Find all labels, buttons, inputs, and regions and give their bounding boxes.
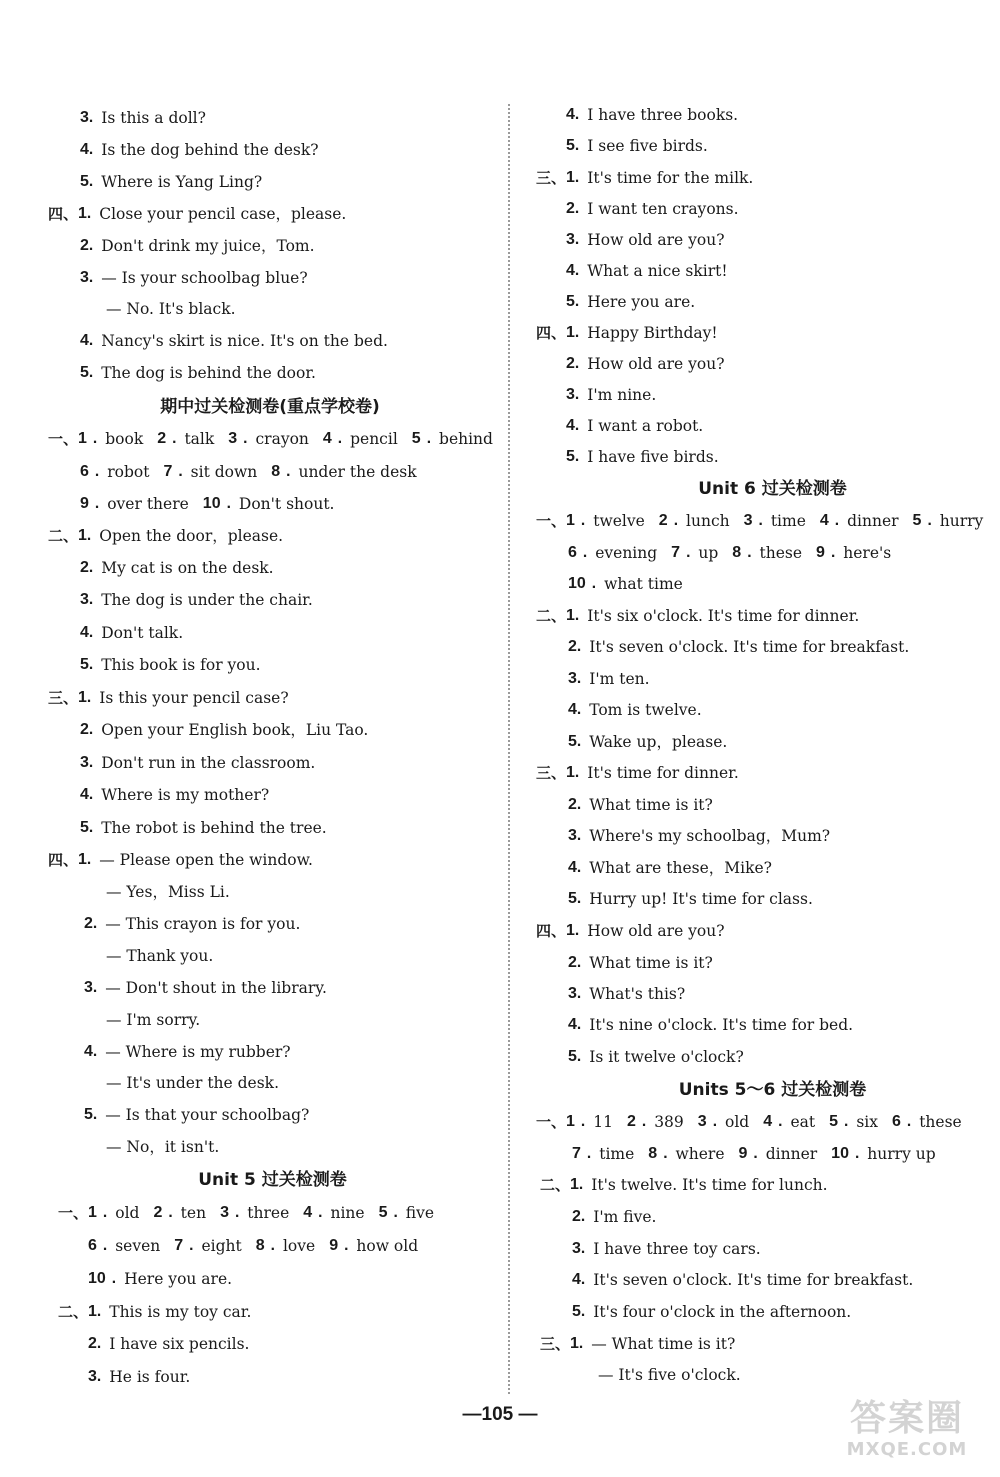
answer-line: 2 . What time is it? [568,796,713,814]
answer-line: 5 . I have five birds. [566,448,719,466]
answer-line: 四、 1 . Happy Birthday! [536,324,718,342]
answer-line: 2 . It's seven o'clock. It's time for breakfast. [568,638,910,656]
answer-line: 6 . robot 7 . sit down 8 . under the desk [80,463,417,481]
answer-line: 5 . — Is that your schoolbag? [84,1106,310,1124]
answer-line: 4 . Tom is twelve. [568,701,702,719]
section-heading: Unit 5 过关检测卷 [198,1170,347,1190]
answer-line: 10 . Here you are. [88,1270,233,1288]
answer-line: 2 . My cat is on the desk. [80,559,274,577]
answer-line: 3 . What's this? [568,985,686,1003]
answer-line: 三、 1 . — What time is it? [540,1335,736,1353]
answer-line: 4 . What a nice skirt! [566,262,728,280]
answer-line: 3 . — Is your schoolbag blue? [80,269,308,287]
column-divider [508,104,510,1394]
answer-line: 9 . over there 10 . Don't shout. [80,495,335,513]
answer-line: 4 . Is the dog behind the desk? [80,141,319,159]
answer-line: 4 . Don't talk. [80,624,184,642]
section-heading: 期中过关检测卷(重点学校卷) [160,397,380,417]
answer-line: 4 . It's nine o'clock. It's time for bed. [568,1016,854,1034]
answer-line: 2 . I'm five. [572,1208,657,1226]
answer-line: 5 . Is it twelve o'clock? [568,1048,744,1066]
answer-line: 3 . Where's my schoolbag，Mum? [568,827,831,845]
section-number: 四、 [48,205,79,223]
answer-line: — No，it isn't. [106,1138,220,1156]
answer-line: 4 . I want a robot. [566,417,704,435]
answer-line: 3 . The dog is under the chair. [80,591,313,609]
answer-line: 3 . I'm nine. [566,386,657,404]
answer-line: 3 . I'm ten. [568,670,650,688]
answer-line: — No. It's black. [106,300,236,318]
answer-line: 一、 1 . 11 2 . 389 3 . old 4 . eat 5 . six 6 . these [536,1113,962,1131]
answer-line: 5 . I see five birds. [566,137,708,155]
answer-line: 一、 1 . book 2 . talk 3 . crayon 4 . pencil 5 . behind [48,430,493,448]
answer-line: 5 . Here you are. [566,293,696,311]
answer-line: 4 . It's seven o'clock. It's time for breakfast. [572,1271,914,1289]
answer-line: 2 . Open your English book，Liu Tao. [80,721,369,739]
answer-line: 三、 1 . It's time for dinner. [536,764,739,782]
answer-line: 一、 1 . old 2 . ten 3 . three 4 . nine 5 . five [58,1204,435,1222]
answer-line: 3 . How old are you? [566,231,725,249]
answer-line: 5 . The dog is behind the door. [80,364,316,382]
answer-line: 四、 1 . How old are you? [536,922,725,940]
answer-line: 4 . What are these，Mike? [568,859,772,877]
answer-line: — I'm sorry. [106,1011,201,1029]
watermark-title: 答案圈 [849,1398,964,1439]
answer-line: 4 . I have three books. [566,106,739,124]
answer-line: 二、 1 . Open the door，please. [48,527,284,545]
answer-line: 10 . what time [568,575,683,593]
answer-line: 二、 1 . It's six o'clock. It's time for dinner. [536,607,860,625]
answer-line: 三、 1 . It's time for the milk. [536,169,754,187]
answer-line: 3 . I have three toy cars. [572,1240,761,1258]
answer-line: 3 . — Don't shout in the library. [84,979,327,997]
answer-line: 2 . — This crayon is for you. [84,915,301,933]
answer-line: 4 . — Where is my rubber? [84,1043,291,1061]
answer-line: 三、 1 . Is this your pencil case? [48,689,289,707]
answer-line: 四、 1 . Close your pencil case，please. [48,205,347,223]
answer-line: 二、 1 . It's twelve. It's time for lunch. [540,1176,828,1194]
answer-line: 5 . It's four o'clock in the afternoon. [572,1303,852,1321]
answer-line: 2 . What time is it? [568,954,713,972]
answer-line: 3 . Is this a doll? [80,109,206,127]
answer-line: — It's under the desk. [106,1074,279,1092]
answer-line: 6 . seven 7 . eight 8 . love 9 . how old [88,1237,419,1255]
answer-line: 3 . Don't run in the classroom. [80,754,316,772]
answer-line: 2 . I want ten crayons. [566,200,739,218]
answer-line: 5 . Wake up，please. [568,733,728,751]
answer-line: 3 . He is four. [88,1368,191,1386]
page-number: —105 — [462,1404,538,1425]
answer-line: 7 . time 8 . where 9 . dinner 10 . hurry up [572,1145,936,1163]
watermark-logo [832,1399,982,1469]
answer-line: 5 . This book is for you. [80,656,261,674]
answer-line: 5 . The robot is behind the tree. [80,819,327,837]
answer-line: 5 . Hurry up! It's time for class. [568,890,813,908]
answer-line: 一、 1 . twelve 2 . lunch 3 . time 4 . dinner 5 . hurry [536,512,984,530]
answer-line: 二、 1 . This is my toy car. [58,1303,252,1321]
answer-line: 2 . How old are you? [566,355,725,373]
answer-line: 四、 1 . — Please open the window. [48,851,313,869]
answer-line: 6 . evening 7 . up 8 . these 9 . here's [568,544,892,562]
answer-line: 5 . Where is Yang Ling? [80,173,263,191]
watermark-url: MXQE.COM [846,1439,968,1460]
answer-line: 2 . I have six pencils. [88,1335,250,1353]
answer-line: 2 . Don't drink my juice，Tom. [80,237,315,255]
section-heading: Units 5～6 过关检测卷 [678,1080,867,1100]
answer-line: 4 . Nancy's skirt is nice. It's on the bed. [80,332,388,350]
answer-line: — Yes，Miss Li. [106,883,230,901]
answer-line: — Thank you. [106,947,214,965]
section-heading: Unit 6 过关检测卷 [698,479,847,499]
answer-line: 4 . Where is my mother? [80,786,270,804]
answer-line: — It's five o'clock. [598,1366,741,1384]
